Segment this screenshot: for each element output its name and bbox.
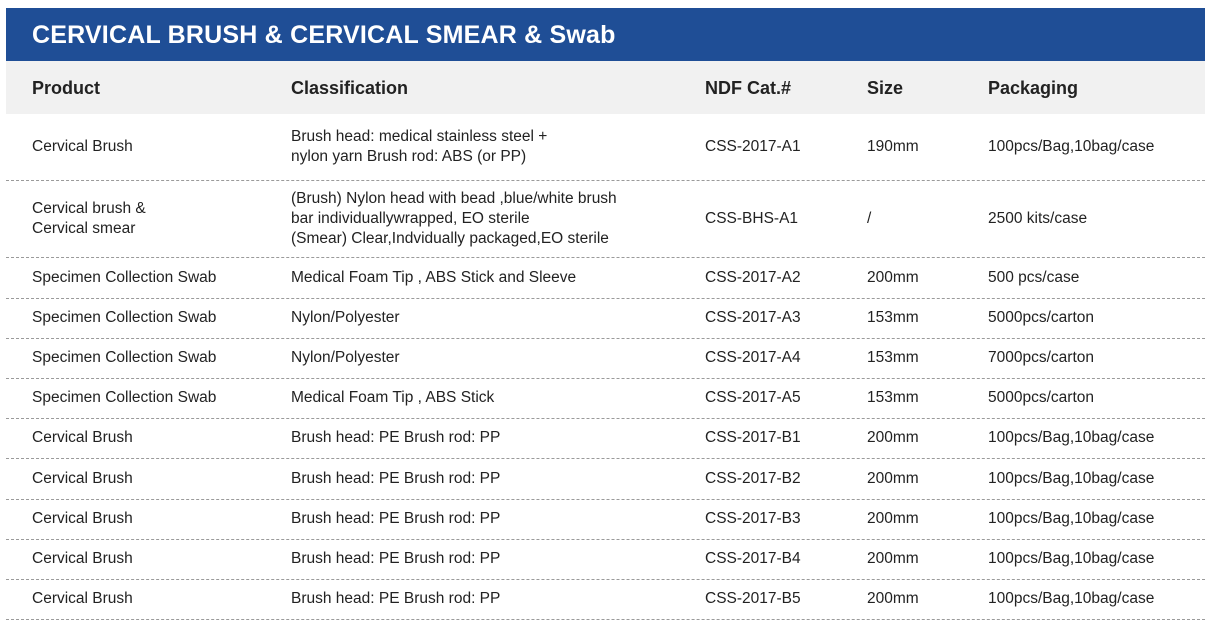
- packaging-cell: [988, 509, 1154, 529]
- cat-cell: [705, 549, 801, 569]
- packaging-cell: [988, 589, 1154, 609]
- packaging-cell: [988, 268, 1079, 288]
- size-cell: [867, 348, 919, 368]
- product-cell-text: Cervical Brush: [32, 429, 133, 446]
- classification-cell: [291, 549, 500, 569]
- cat-cell-text: CSS-2017-B2: [705, 469, 801, 487]
- classification-cell-text: Brush head: PE Brush rod: PP: [291, 510, 501, 527]
- cat-cell: [705, 469, 801, 489]
- classification-cell: [291, 388, 494, 408]
- product-cell: [32, 137, 133, 157]
- product-cell: [32, 268, 216, 288]
- title-bar: [6, 8, 1205, 61]
- header-packaging: Packaging: [988, 78, 1079, 98]
- product-cell: [32, 589, 133, 609]
- size-cell-text: 190mm: [867, 138, 919, 155]
- table-row: [6, 458, 1205, 500]
- product-cell: [32, 469, 133, 489]
- product-cell-text: Specimen Collection Swab: [32, 309, 217, 326]
- header-cat: NDF Cat.#: [705, 78, 792, 98]
- size-cell-text: 153mm: [867, 389, 919, 406]
- table-row: [6, 257, 1205, 299]
- product-cell: [32, 549, 133, 569]
- product-cell-text: Cervical Brush: [32, 138, 133, 155]
- cat-cell-text: CSS-BHS-A1: [705, 209, 799, 227]
- cat-cell-text: CSS-2017-A3: [705, 309, 801, 326]
- product-cell: [32, 308, 216, 328]
- packaging-cell-text: 100pcs/Bag,10bag/case: [988, 510, 1155, 527]
- product-cell-text: Specimen Collection Swab: [32, 349, 217, 366]
- cat-cell-text: CSS-2017-B3: [705, 510, 801, 527]
- table-row: [6, 378, 1205, 419]
- classification-cell-text: (Brush) Nylon head with bead ,blue/white brush: [291, 189, 617, 207]
- packaging-cell-text: 500 pcs/case: [988, 268, 1080, 286]
- cat-cell-text: CSS-2017-A4: [705, 349, 801, 366]
- classification-cell-text: Brush head: PE Brush rod: PP: [291, 469, 501, 487]
- size-cell: [867, 388, 919, 408]
- cat-cell-text: CSS-2017-A5: [705, 389, 801, 406]
- classification-cell-text: (Smear) Clear,Indvidually packaged,EO sterile: [291, 229, 609, 247]
- size-cell-text: 200mm: [867, 510, 919, 527]
- classification-cell-text: bar individuallywrapped, EO sterile: [291, 209, 530, 227]
- size-cell: [867, 589, 919, 609]
- product-cell: [32, 509, 133, 529]
- cat-cell: [705, 589, 801, 609]
- packaging-cell-text: 100pcs/Bag,10bag/case: [988, 429, 1155, 446]
- packaging-cell-text: 100pcs/Bag,10bag/case: [988, 469, 1155, 487]
- size-cell: [867, 137, 919, 157]
- classification-cell: [291, 428, 500, 448]
- packaging-cell-text: 100pcs/Bag,10bag/case: [988, 550, 1155, 567]
- classification-cell-text: Nylon/Polyester: [291, 309, 400, 326]
- cat-cell: [705, 209, 798, 229]
- size-cell: [867, 549, 919, 569]
- classification-cell: [291, 469, 500, 489]
- packaging-cell: [988, 348, 1094, 368]
- packaging-cell: [988, 469, 1154, 489]
- classification-cell-text: Medical Foam Tip , ABS Stick and Sleeve: [291, 268, 577, 286]
- cat-cell: [705, 348, 801, 368]
- table-header: [6, 61, 1205, 114]
- table-row: [6, 579, 1205, 620]
- classification-cell: [291, 268, 576, 288]
- header-classification: Classification: [291, 78, 409, 98]
- product-cell: [32, 199, 146, 239]
- size-cell-text: 153mm: [867, 349, 919, 366]
- packaging-cell-text: 7000pcs/carton: [988, 349, 1094, 366]
- packaging-cell: [988, 308, 1094, 328]
- classification-cell-text: Brush head: PE Brush rod: PP: [291, 550, 501, 567]
- packaging-cell: [988, 549, 1154, 569]
- product-cell-text: Cervical Brush: [32, 590, 133, 607]
- size-cell: [867, 509, 919, 529]
- product-cell-text: Specimen Collection Swab: [32, 268, 217, 286]
- page-title: CERVICAL BRUSH & CERVICAL SMEAR & Swab: [32, 21, 616, 49]
- product-cell-text: Cervical Brush: [32, 550, 133, 567]
- header-product: Product: [32, 78, 101, 98]
- size-cell-text: /: [867, 209, 872, 227]
- packaging-cell-text: 5000pcs/carton: [988, 309, 1094, 326]
- classification-cell-text: Medical Foam Tip , ABS Stick: [291, 389, 495, 406]
- product-cell-text: Cervical Brush: [32, 469, 133, 487]
- packaging-cell-text: 100pcs/Bag,10bag/case: [988, 138, 1155, 155]
- product-cell-text: Cervical smear: [32, 219, 136, 237]
- packaging-cell: [988, 209, 1087, 229]
- classification-cell-text: Nylon/Polyester: [291, 349, 400, 366]
- table-row: [6, 338, 1205, 379]
- cat-cell: [705, 268, 801, 288]
- table-row: [6, 180, 1205, 258]
- cat-cell-text: CSS-2017-B4: [705, 550, 801, 567]
- packaging-cell: [988, 428, 1154, 448]
- packaging-cell: [988, 388, 1094, 408]
- size-cell: [867, 308, 919, 328]
- table-row: [6, 499, 1205, 540]
- cat-cell-text: CSS-2017-A1: [705, 138, 801, 155]
- classification-cell: [291, 348, 400, 368]
- size-cell: [867, 268, 919, 288]
- product-cell: [32, 428, 133, 448]
- classification-cell-text: Brush head: medical stainless steel +: [291, 128, 548, 145]
- cat-cell: [705, 428, 801, 448]
- size-cell: [867, 428, 919, 448]
- classification-cell-text: Brush head: PE Brush rod: PP: [291, 429, 501, 446]
- classification-cell-text: nylon yarn Brush rod: ABS (or PP): [291, 148, 527, 165]
- classification-cell: [291, 308, 400, 328]
- table-row: [6, 298, 1205, 339]
- product-cell: [32, 348, 216, 368]
- cat-cell-text: CSS-2017-B1: [705, 429, 801, 446]
- product-cell-text: Specimen Collection Swab: [32, 389, 217, 406]
- cat-cell: [705, 308, 801, 328]
- cat-cell-text: CSS-2017-B5: [705, 590, 801, 607]
- table-row: [6, 418, 1205, 459]
- cat-cell: [705, 137, 801, 157]
- size-cell-text: 200mm: [867, 550, 919, 567]
- classification-cell: [291, 189, 617, 249]
- table-row: [6, 539, 1205, 580]
- packaging-cell-text: 2500 kits/case: [988, 209, 1088, 227]
- size-cell-text: 153mm: [867, 309, 919, 326]
- packaging-cell-text: 5000pcs/carton: [988, 389, 1094, 406]
- product-cell-text: Cervical brush &: [32, 199, 146, 217]
- size-cell-text: 200mm: [867, 268, 919, 286]
- packaging-cell: [988, 137, 1154, 157]
- classification-cell: [291, 589, 500, 609]
- packaging-cell-text: 100pcs/Bag,10bag/case: [988, 590, 1155, 607]
- size-cell-text: 200mm: [867, 469, 919, 487]
- classification-cell: [291, 509, 500, 529]
- size-cell-text: 200mm: [867, 590, 919, 607]
- product-cell-text: Cervical Brush: [32, 510, 133, 527]
- cat-cell: [705, 388, 801, 408]
- size-cell-text: 200mm: [867, 429, 919, 446]
- cat-cell-text: CSS-2017-A2: [705, 268, 801, 286]
- product-cell: [32, 388, 216, 408]
- classification-cell-text: Brush head: PE Brush rod: PP: [291, 590, 501, 607]
- cat-cell: [705, 509, 801, 529]
- table-row: [6, 114, 1205, 181]
- size-cell: [867, 209, 871, 229]
- header-size: Size: [867, 78, 904, 98]
- classification-cell: [291, 127, 547, 167]
- size-cell: [867, 469, 919, 489]
